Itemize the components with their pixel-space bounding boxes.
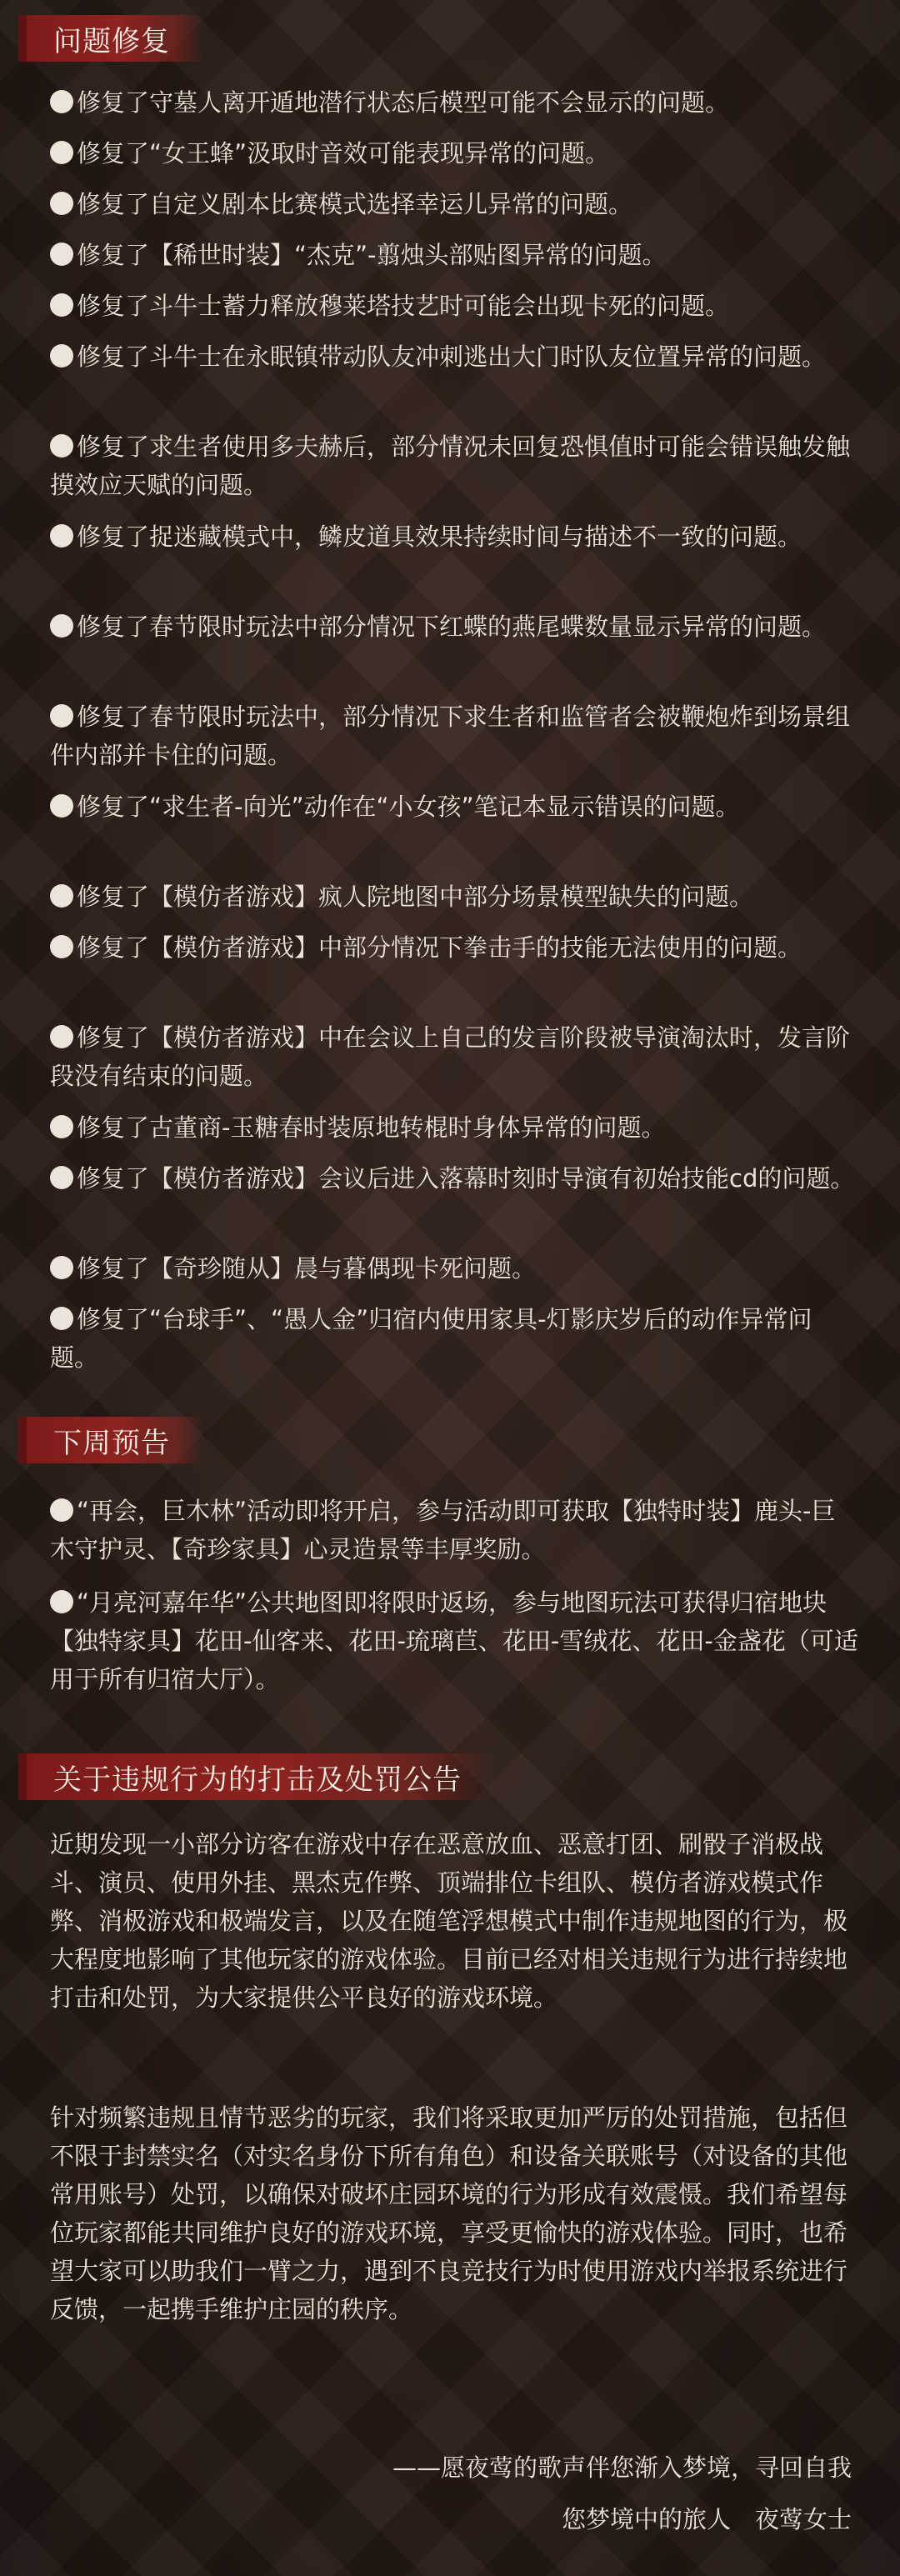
bullet-icon [50, 884, 73, 908]
section-title-fixes: 问题修复 [53, 24, 170, 58]
bullet-icon [50, 344, 73, 368]
bullet-icon [50, 1498, 73, 1522]
list-item: 修复了斗牛士蓄力释放穆莱塔技艺时可能会出现卡死的问题。 [50, 287, 858, 325]
list-item: “月亮河嘉年华”公共地图即将限时返场，参与地图玩法可获得归宿地块【独特家具】花田-仙客来、花田-琉璃苣、花田-雪绒花、花田-金盏花（可适用于所有归宿大厅）。 [50, 1588, 858, 1693]
signature-line-2: 您梦境中的旅人 夜莺女士 [561, 2505, 852, 2533]
bullet-icon [50, 192, 73, 215]
list-item: 修复了【奇珍随从】晨与暮偶现卡死问题。 [50, 1249, 858, 1288]
bullet-icon [50, 935, 73, 958]
section-header-notice [18, 1753, 495, 1800]
list-item: 修复了【稀世时装】“杰克”-翦烛头部贴图异常的问题。 [50, 236, 858, 274]
list-item: 修复了【模仿者游戏】疯人院地图中部分场景模型缺失的问题。 [50, 878, 858, 916]
signature-line-1: ——愿夜莺的歌声伴您渐入梦境，寻回自我 [392, 2453, 852, 2482]
list-item: 修复了捉迷藏模式中，鳞皮道具效果持续时间与描述不一致的问题。 [50, 518, 858, 556]
list-item: 修复了古董商-玉糖春时装原地转棍时身体异常的问题。 [50, 1108, 858, 1147]
list-item: 修复了求生者使用多夫赫后，部分情况未回复恐惧值时可能会错误触发触摸效应天赋的问题。 [50, 433, 851, 499]
list-item: 修复了春节限时玩法中，部分情况下求生者和监管者会被鞭炮炸到场景组件内部并卡住的问题。 [50, 703, 851, 769]
bullet-icon [50, 293, 73, 317]
list-item: 修复了“台球手”、“愚人金”归宿内使用家具-灯影庆岁后的动作异常问题。 [50, 1305, 812, 1372]
list-item: 修复了春节限时玩法中部分情况下红蝶的燕尾蝶数量显示异常的问题。 [50, 608, 858, 646]
list-item: “再会，巨木林”活动即将开启，参与活动即可获取【独特时装】鹿头-巨木守护灵、【奇珍家具】心灵造景等丰厚奖励。 [50, 1497, 836, 1563]
notice-paragraph-1: 近期发现一小部分访客在游戏中存在恶意放血、恶意打团、刷骰子消极战斗、演员、使用外挂、黑杰克作弊、顶端排位卡组队、模仿者游戏模式作弊、消极游戏和极端发言，以及在随笔浮想模式中制作违规地图的行为，极大程度地影响了其他玩家的游戏体验。目前已经对相关违规行为进行持续地打击和处罚，为大家提供公平良好的游戏环境。 [50, 1830, 848, 2012]
list-item: 修复了【模仿者游戏】中部分情况下拳击手的技能无法使用的问题。 [50, 928, 858, 967]
list-item: 修复了【模仿者游戏】会议后进入落幕时刻时导演有初始技能cd的问题。 [50, 1159, 858, 1198]
notice-paragraph-2: 针对频繁违规且情节恶劣的玩家，我们将采取更加严厉的处罚措施，包括但不限于封禁实名（对实名身份下所有角色）和设备关联账号（对设备的其他常用账号）处罚，以确保对破坏庄园环境的行为形成有效震慑。我们希望每位玩家都能共同维护良好的游戏环境，享受更愉快的游戏体验。同时，也希望大家可以助我们一臂之力，遇到不良竞技行为时使用游戏内举报系统进行反馈，一起携手维护庄园的秩序。 [50, 2103, 848, 2323]
section-header-preview [18, 1417, 203, 1463]
section-header-fixes [18, 15, 203, 62]
list-item: 修复了自定义剧本比赛模式选择幸运儿异常的问题。 [50, 185, 858, 223]
section-title-notice: 关于违规行为的打击及处罚公告 [53, 1763, 462, 1797]
list-item: 修复了斗牛士在永眠镇带动队友冲刺逃出大门时队友位置异常的问题。 [50, 338, 858, 376]
bullet-icon [50, 1166, 73, 1189]
bullet-icon [50, 1115, 73, 1138]
list-item: 修复了【模仿者游戏】中在会议上自己的发言阶段被导演淘汰时，发言阶段没有结束的问题。 [50, 1023, 851, 1090]
bullet-icon [50, 1590, 73, 1613]
bullet-icon [50, 1256, 73, 1279]
section-title-preview: 下周预告 [53, 1426, 170, 1460]
bullet-icon [50, 614, 73, 638]
bullet-icon [50, 243, 73, 266]
bullet-icon [50, 1025, 73, 1048]
bullet-icon [50, 141, 73, 164]
bullet-icon [50, 524, 73, 548]
bullet-icon [50, 794, 73, 818]
bullet-icon [50, 90, 73, 113]
list-item: 修复了“求生者-向光”动作在“小女孩”笔记本显示错误的问题。 [50, 788, 858, 826]
list-item: 修复了“女王蜂”汲取时音效可能表现异常的问题。 [50, 134, 858, 173]
list-item: 修复了守墓人离开遁地潜行状态后模型可能不会显示的问题。 [50, 83, 858, 122]
bullet-icon [50, 1307, 73, 1330]
bullet-icon [50, 704, 73, 728]
bullet-icon [50, 434, 73, 458]
